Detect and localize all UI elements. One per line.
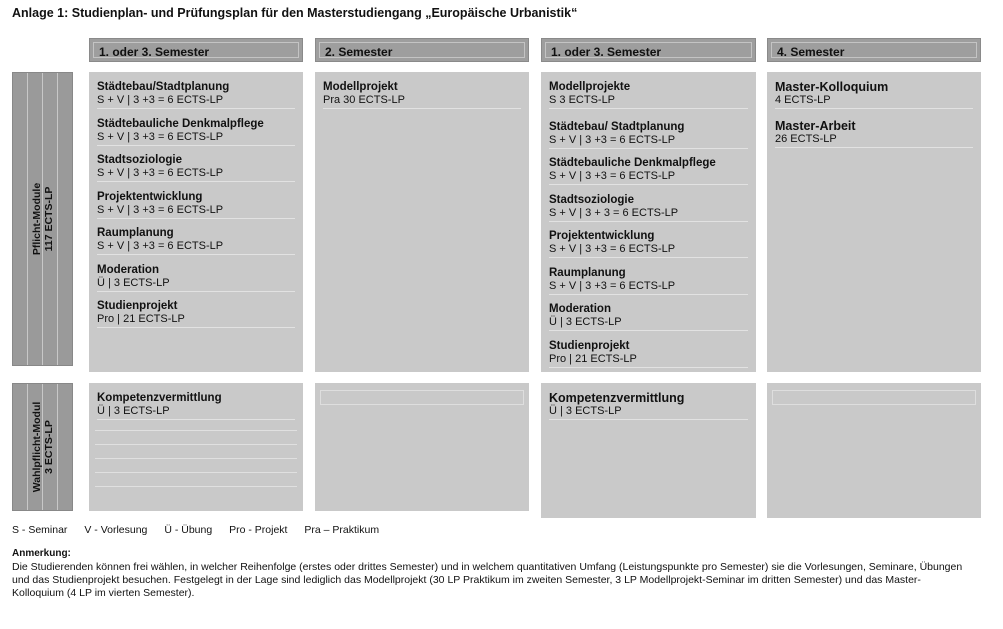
module-credits: Ü | 3 ECTS-LP [97,277,295,292]
column-header-label: 1. oder 3. Semester [93,42,299,58]
module-moderation [549,302,748,331]
module-credits: Ü | 3 ECTS-LP [549,405,748,420]
row-label-wahlpflicht [12,383,73,511]
module-credits: S + V | 3 +3 = 6 ECTS-LP [549,170,748,185]
module-staedtebau [549,120,748,149]
row-label-title: Pflicht-Module [30,182,43,256]
row-label-pflicht [12,72,73,366]
pflicht-panel-col1 [89,72,303,372]
module-credits: S + V | 3 + 3 = 6 ECTS-LP [549,207,748,222]
column-header-3 [541,38,756,62]
row-label-text [31,183,55,255]
module-name: Moderation [97,264,159,276]
module-name: Kompetenzvermittlung [549,391,685,405]
module-credits: Pra 30 ECTS-LP [323,94,521,109]
module-name: Moderation [549,303,611,315]
pflicht-panel-col4 [767,72,981,372]
note-text: Die Studierenden können frei wählen, in welcher Reihenfolge (erstes oder drittes Semester) und in welchem quantitativen Umfang (Leistungspunkte pro Semester) sie die Vorlesungen, Seminare, Übungen und das Studienprojekt besuchen. Festgelegt in der Lage sind lediglich das Modellprojekt (30 LP Praktikum im zweiten Semester, 3 LP Modellprojekt-Seminar im dritten Semester) und das Master-Kolloquium (4 LP im vierten Semester). [12,561,963,599]
module-name: Modellprojekt [323,81,398,93]
module-name: Projektentwicklung [97,191,203,203]
module-name: Projektentwicklung [549,230,655,242]
legend-item: Pro - Projekt [229,524,288,536]
module-kompetenzvermittlung [97,391,295,420]
module-credits: S 3 ECTS-LP [549,94,748,109]
module-credits: Pro | 21 ECTS-LP [549,353,748,368]
module-name: Studienprojekt [549,340,630,352]
module-credits: S + V | 3 +3 = 6 ECTS-LP [549,134,748,149]
empty-field [320,390,524,405]
module-name: Master-Kolloquium [775,80,889,94]
module-master-arbeit [775,119,973,148]
module-projektentwicklung [549,229,748,258]
module-credits: S + V | 3 +3 = 6 ECTS-LP [97,240,295,255]
legend [12,524,393,536]
column-header-label: 2. Semester [319,42,525,58]
module-denkmalpflege [97,117,295,146]
module-credits: Ü | 3 ECTS-LP [549,316,748,331]
module-raumplanung [97,226,295,255]
legend-item: V - Vorlesung [84,524,148,536]
column-header-4 [767,38,981,62]
column-header-1 [89,38,303,62]
module-credits: 4 ECTS-LP [775,94,973,109]
module-master-kolloquium [775,80,973,109]
module-studienprojekt [549,339,748,368]
legend-item: S - Seminar [12,524,68,536]
module-name: Städtebau/Stadtplanung [97,81,230,93]
wahl-panel-col4 [767,383,981,518]
module-name: Stadtsoziologie [97,154,182,166]
module-moderation [97,263,295,292]
column-header-2 [315,38,529,62]
module-staedtebau [97,80,295,109]
module-name: Modellprojekte [549,81,631,93]
module-name: Master-Arbeit [775,119,856,133]
module-modellprojekt [323,80,521,109]
row-label-credits: 3 ECTS-LP [42,420,55,474]
module-name: Studienprojekt [97,300,178,312]
wahl-panel-col3 [541,383,756,518]
module-credits: Ü | 3 ECTS-LP [97,405,295,420]
note-heading: Anmerkung: [12,548,71,559]
module-studienprojekt [97,299,295,328]
module-credits: S + V | 3 +3 = 6 ECTS-LP [97,167,295,182]
module-stadtsoziologie [97,153,295,182]
module-name: Raumplanung [97,227,174,239]
module-projektentwicklung [97,190,295,219]
module-credits: S + V | 3 +3 = 6 ECTS-LP [549,280,748,295]
row-label-title: Wahlpflicht-Modul [30,401,43,493]
module-credits: S + V | 3 +3 = 6 ECTS-LP [549,243,748,258]
module-raumplanung [549,266,748,295]
module-credits: Pro | 21 ECTS-LP [97,313,295,328]
column-header-label: 1. oder 3. Semester [545,42,752,58]
module-name: Stadtsoziologie [549,194,634,206]
wahl-panel-col2 [315,383,529,511]
module-name: Raumplanung [549,267,626,279]
module-credits: S + V | 3 +3 = 6 ECTS-LP [97,94,295,109]
pflicht-panel-col3 [541,72,756,372]
empty-field [772,390,976,405]
pflicht-panel-col2 [315,72,529,372]
page-title: Anlage 1: Studienplan- und Prüfungsplan für den Masterstudiengang „Europäische Urbanistik“ [12,6,578,20]
row-label-credits: 117 ECTS-LP [42,186,55,252]
module-name: Städtebau/ Stadtplanung [549,121,685,133]
legend-item: Pra – Praktikum [304,524,380,536]
module-modellprojekte [549,80,748,109]
module-name: Städtebauliche Denkmalpflege [97,118,264,130]
wahl-panel-col1 [89,383,303,511]
module-stadtsoziologie [549,193,748,222]
column-header-label: 4. Semester [771,42,977,58]
module-credits: 26 ECTS-LP [775,133,973,148]
module-credits: S + V | 3 +3 = 6 ECTS-LP [97,204,295,219]
module-denkmalpflege [549,156,748,185]
module-name: Kompetenzvermittlung [97,392,222,404]
module-kompetenzvermittlung [549,391,748,420]
module-name: Städtebauliche Denkmalpflege [549,157,716,169]
row-label-text [31,402,55,493]
module-credits: S + V | 3 +3 = 6 ECTS-LP [97,131,295,146]
legend-item: Ü - Übung [164,524,213,536]
